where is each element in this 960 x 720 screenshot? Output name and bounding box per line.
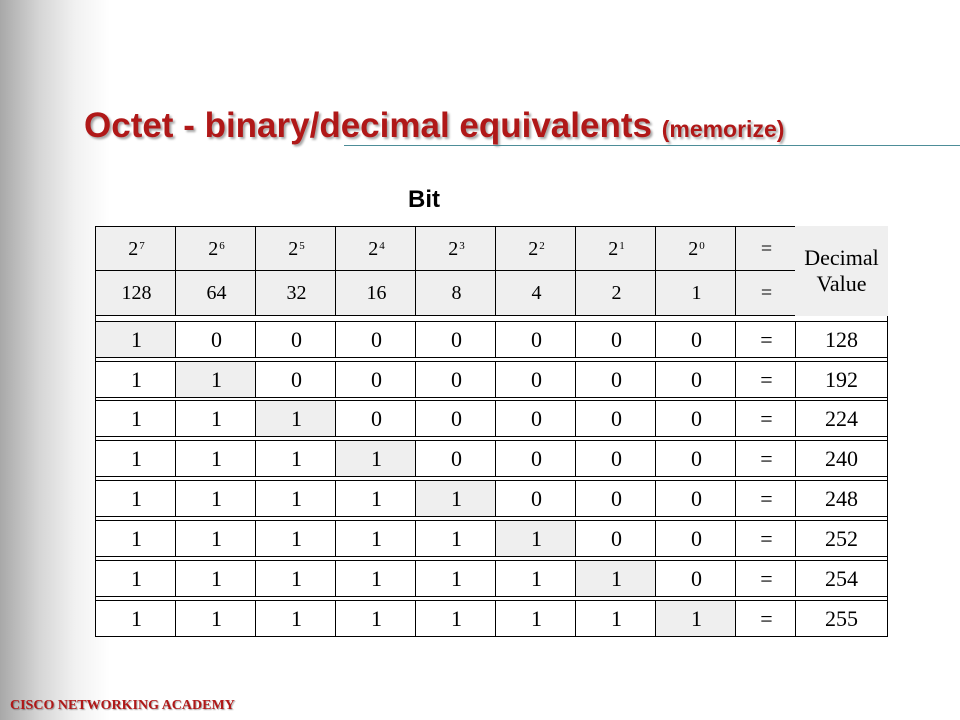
bit-cell: 0 — [495, 321, 578, 358]
power-exponent: 1 — [619, 240, 625, 252]
bit-cell: 0 — [175, 321, 258, 358]
bit-cell: 1 — [255, 400, 338, 437]
power-header-cell — [335, 226, 418, 272]
decimal-value-cell: 255 — [795, 600, 888, 637]
power-exponent: 2 — [539, 240, 545, 252]
bit-cell: 1 — [495, 600, 578, 637]
power-exponent: 4 — [379, 240, 385, 252]
power-header-cell — [575, 226, 658, 272]
bit-cell: 1 — [175, 520, 258, 557]
power-header-cell — [655, 226, 738, 272]
bit-cell: 0 — [655, 480, 738, 517]
equals-header-cell: = — [735, 270, 798, 316]
bit-cell: 1 — [415, 480, 498, 517]
decimal-value-cell: 224 — [795, 400, 888, 437]
place-value-cell: 32 — [255, 270, 338, 316]
bit-cell: 0 — [575, 321, 658, 358]
bit-cell: 1 — [95, 560, 178, 597]
bit-cell: 1 — [335, 520, 418, 557]
bit-cell: 0 — [415, 440, 498, 477]
bit-cell: 0 — [655, 361, 738, 398]
bit-cell: 1 — [655, 600, 738, 637]
decimal-value-cell: 192 — [795, 361, 888, 398]
place-value-cell: 4 — [495, 270, 578, 316]
bit-cell: 1 — [95, 480, 178, 517]
bit-cell: 1 — [175, 600, 258, 637]
bit-cell: 1 — [335, 480, 418, 517]
bit-cell: 0 — [415, 400, 498, 437]
decimal-value-header — [795, 226, 888, 316]
bit-cell: 1 — [175, 361, 258, 398]
bit-cell: 1 — [95, 440, 178, 477]
bit-cell: 0 — [575, 520, 658, 557]
bit-cell: 1 — [335, 440, 418, 477]
equals-cell: = — [735, 361, 798, 398]
place-value-cell: 128 — [95, 270, 178, 316]
bit-cell: 0 — [655, 560, 738, 597]
slide-title-note: (memorize) — [661, 116, 785, 142]
decimal-value-cell: 254 — [795, 560, 888, 597]
place-value-cell: 2 — [575, 270, 658, 316]
power-base: 2 — [288, 237, 299, 260]
power-base: 2 — [608, 237, 619, 260]
place-value-cell: 8 — [415, 270, 498, 316]
bit-cell: 1 — [255, 480, 338, 517]
decimal-value-cell: 252 — [795, 520, 888, 557]
bit-cell: 0 — [495, 480, 578, 517]
place-value-cell: 64 — [175, 270, 258, 316]
equals-cell: = — [735, 600, 798, 637]
bit-cell: 1 — [255, 440, 338, 477]
bit-cell: 1 — [495, 520, 578, 557]
slide-title — [84, 106, 784, 146]
bit-cell: 1 — [335, 600, 418, 637]
decimal-value-header-line: Value — [816, 271, 867, 296]
equals-cell: = — [735, 440, 798, 477]
power-exponent: 7 — [139, 240, 145, 252]
bit-cell: 1 — [335, 560, 418, 597]
power-base: 2 — [688, 237, 699, 260]
bit-cell: 1 — [175, 440, 258, 477]
bit-cell: 1 — [95, 600, 178, 637]
bit-cell: 0 — [575, 361, 658, 398]
bit-cell: 0 — [415, 361, 498, 398]
power-header-cell — [495, 226, 578, 272]
bit-cell: 1 — [175, 400, 258, 437]
power-exponent: 6 — [219, 240, 225, 252]
bit-cell: 1 — [95, 520, 178, 557]
power-header-cell — [175, 226, 258, 272]
power-base: 2 — [528, 237, 539, 260]
power-header-cell — [95, 226, 178, 272]
bit-cell: 1 — [95, 361, 178, 398]
bit-cell: 0 — [335, 321, 418, 358]
power-header-cell — [255, 226, 338, 272]
equals-cell: = — [735, 560, 798, 597]
decimal-value-cell: 240 — [795, 440, 888, 477]
power-base: 2 — [208, 237, 219, 260]
decimal-value-cell: 248 — [795, 480, 888, 517]
power-header-cell — [415, 226, 498, 272]
bit-cell: 0 — [335, 361, 418, 398]
equals-cell: = — [735, 400, 798, 437]
bit-cell: 1 — [575, 600, 658, 637]
equals-cell: = — [735, 321, 798, 358]
bit-cell: 1 — [415, 520, 498, 557]
footer-brand: CISCO NETWORKING ACADEMY — [10, 698, 235, 713]
bit-cell: 0 — [655, 321, 738, 358]
bit-cell: 1 — [95, 400, 178, 437]
bit-cell: 0 — [655, 440, 738, 477]
decimal-value-cell: 128 — [795, 321, 888, 358]
bit-cell: 0 — [495, 400, 578, 437]
equals-cell: = — [735, 480, 798, 517]
bit-cell: 0 — [335, 400, 418, 437]
place-value-cell: 1 — [655, 270, 738, 316]
slide-title-main: Octet - binary/decimal equivalents — [84, 106, 652, 145]
power-base: 2 — [448, 237, 459, 260]
bit-cell: 1 — [255, 600, 338, 637]
power-exponent: 5 — [299, 240, 305, 252]
place-value-cell: 16 — [335, 270, 418, 316]
bit-cell: 1 — [255, 560, 338, 597]
decimal-value-header-line: Decimal — [804, 245, 879, 270]
bit-cell: 0 — [415, 321, 498, 358]
bit-cell: 0 — [655, 520, 738, 557]
bit-cell: 0 — [255, 361, 338, 398]
bit-cell: 0 — [495, 361, 578, 398]
bit-cell: 0 — [575, 400, 658, 437]
bit-cell: 1 — [255, 520, 338, 557]
bit-cell: 1 — [175, 480, 258, 517]
bit-cell: 1 — [175, 560, 258, 597]
bit-cell: 0 — [575, 480, 658, 517]
equals-header-cell: = — [735, 226, 798, 272]
power-exponent: 0 — [699, 240, 705, 252]
bit-label: Bit — [408, 186, 440, 213]
bit-cell: 0 — [655, 400, 738, 437]
bit-cell: 1 — [415, 600, 498, 637]
bit-cell: 1 — [495, 560, 578, 597]
bit-cell: 0 — [575, 440, 658, 477]
bit-cell: 0 — [255, 321, 338, 358]
power-exponent: 3 — [459, 240, 465, 252]
bit-cell: 1 — [415, 560, 498, 597]
bit-cell: 1 — [95, 321, 178, 358]
power-base: 2 — [128, 237, 139, 260]
title-underline — [344, 145, 960, 146]
bit-cell: 0 — [495, 440, 578, 477]
equals-cell: = — [735, 520, 798, 557]
power-base: 2 — [368, 237, 379, 260]
bit-cell: 1 — [575, 560, 658, 597]
